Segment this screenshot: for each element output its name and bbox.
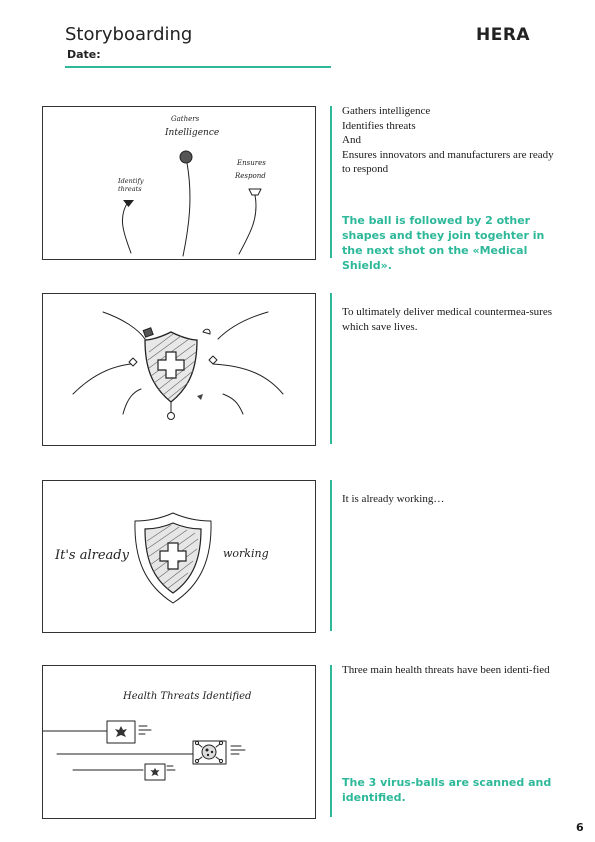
label-gathers: Gathers — [171, 115, 200, 123]
date-label: Date: — [67, 48, 101, 61]
stem-left — [122, 202, 131, 253]
notes-divider-4 — [330, 665, 332, 817]
storyboard-frame-4 — [42, 665, 316, 819]
label-identify: Identify — [118, 177, 144, 185]
header-divider — [65, 66, 331, 68]
note-line: Identifies threats — [342, 119, 416, 132]
storyboard-frame-1 — [42, 106, 316, 260]
label-its-already: It's already — [55, 548, 129, 563]
note-line: Gathers intelligence — [342, 105, 431, 117]
storyboard-frame-2 — [42, 293, 316, 446]
brand-name: HERA — [476, 25, 531, 45]
frame-1-sketch — [43, 107, 315, 259]
frame-1-notes — [342, 104, 562, 177]
frame-1-accent-note: The ball is followed by 2 other shapes and they join togehter in the next shot on the «Medical Shield». — [342, 214, 545, 272]
notes-divider-2 — [330, 293, 332, 444]
frame-2-notes — [342, 305, 562, 334]
frame-3-sketch — [43, 481, 315, 632]
frame-4-accent-note: The 3 virus-balls are scanned and identified. — [342, 776, 552, 804]
note-line: And — [342, 134, 361, 146]
label-working: working — [223, 547, 269, 560]
storyboard-frame-3 — [42, 480, 316, 633]
notes-divider-1 — [330, 106, 332, 258]
page-title: Storyboarding — [65, 24, 193, 45]
page-number: 6 — [576, 821, 584, 834]
label-respond: Respond — [235, 172, 266, 180]
frame-4-notes — [342, 663, 562, 678]
frame-4-sketch — [43, 666, 315, 818]
note-line: Three main health threats have been identi-fied — [342, 664, 550, 676]
notes-divider-3 — [330, 480, 332, 631]
label-intelligence: Intelligence — [165, 128, 220, 138]
label-threats: threats — [118, 185, 142, 193]
ball-shape — [180, 151, 192, 163]
note-line: Ensures innovators and manufacturers are ready to respond — [342, 148, 554, 175]
trapezoid-shape — [249, 189, 261, 195]
stem-right — [239, 195, 256, 254]
note-line: To ultimately deliver medical countermea-sures which save lives. — [342, 306, 552, 333]
frame-3-notes — [342, 492, 562, 507]
stem-center — [183, 163, 190, 256]
triangle-shape — [123, 200, 134, 207]
label-ensures: Ensures — [237, 159, 266, 167]
note-line: It is already working… — [342, 493, 445, 505]
frame-2-sketch — [43, 294, 315, 445]
label-health-threats-identified: Health Threats Identified — [123, 691, 252, 702]
